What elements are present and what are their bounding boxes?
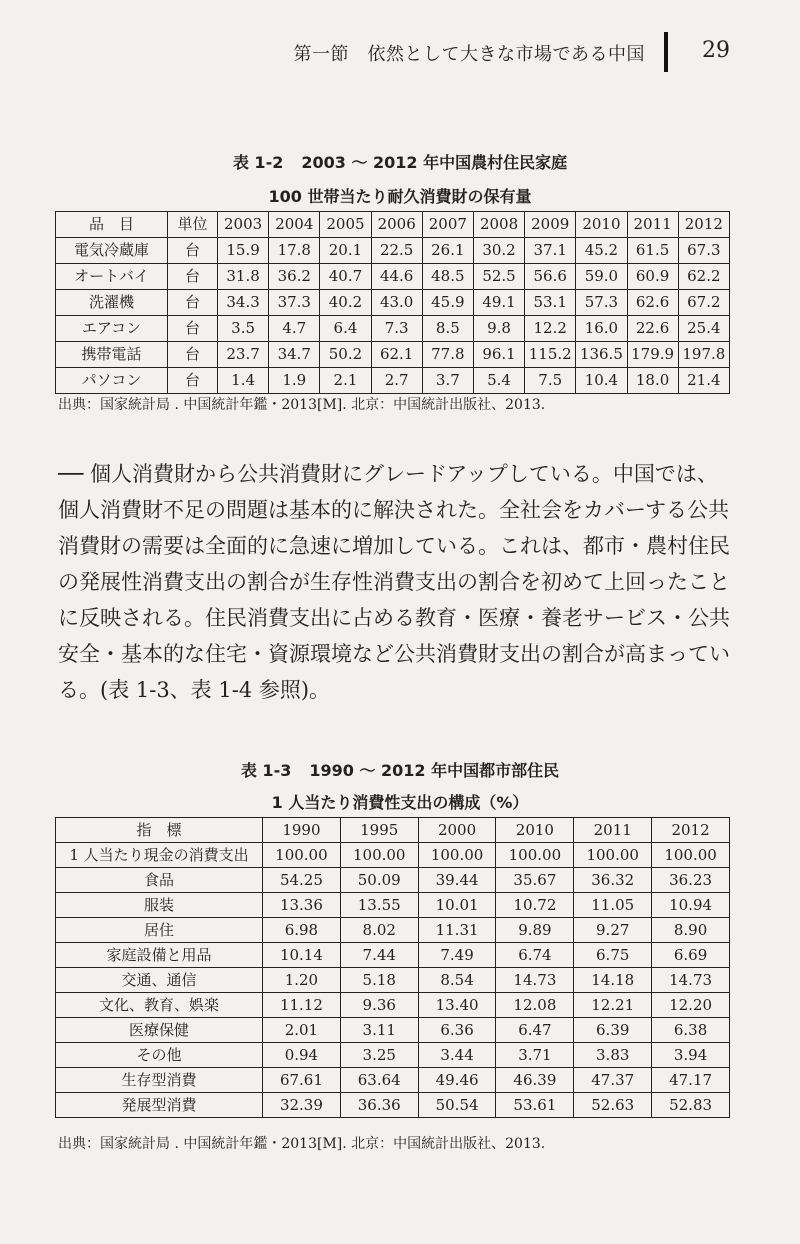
table-cell: 1.4 — [218, 368, 269, 394]
table-1-2-source: 出典：国家統計局 . 中国統計年鑑・2013[M]. 北京：中国統計出版社、2013. — [58, 397, 546, 413]
table-cell: 14.73 — [652, 968, 730, 993]
table-cell: 32.39 — [263, 1093, 341, 1118]
column-header: 品 目 — [56, 212, 168, 238]
table-cell: 2.01 — [263, 1018, 341, 1043]
row-label: その他 — [56, 1043, 263, 1068]
row-label: 1 人当たり現金の消費支出 — [56, 843, 263, 868]
table-cell: 115.2 — [525, 342, 576, 368]
table-cell: 77.8 — [422, 342, 473, 368]
column-header: 2008 — [473, 212, 524, 238]
row-label: 居住 — [56, 918, 263, 943]
table-1-3-title-text: 1990 〜 2012 年中国都市部住民 — [309, 761, 560, 780]
table-cell: 62.6 — [627, 290, 678, 316]
row-label: 携帯電話 — [56, 342, 168, 368]
table-cell: 2.7 — [371, 368, 422, 394]
table-cell: 30.2 — [473, 238, 524, 264]
table-cell: 6.47 — [496, 1018, 574, 1043]
table-cell: 16.0 — [576, 316, 627, 342]
table-cell: 100.00 — [496, 843, 574, 868]
table-row — [56, 1043, 730, 1068]
table-cell: 54.25 — [263, 868, 341, 893]
column-header: 2005 — [320, 212, 371, 238]
table-cell: 179.9 — [627, 342, 678, 368]
column-header: 2012 — [652, 818, 730, 843]
table-cell: 40.7 — [320, 264, 371, 290]
table-cell: 22.6 — [627, 316, 678, 342]
table-cell: 36.36 — [340, 1093, 418, 1118]
table-cell: 9.89 — [496, 918, 574, 943]
table-cell: 49.46 — [418, 1068, 496, 1093]
table-row — [56, 968, 730, 993]
table-cell: 1.9 — [269, 368, 320, 394]
table-1-3-header-row — [56, 818, 730, 843]
table-cell: 61.5 — [627, 238, 678, 264]
table-row — [56, 993, 730, 1018]
table-cell: 6.38 — [652, 1018, 730, 1043]
body-paragraph-text: ── 個人消費財から公共消費財にグレードアップしている。中国では、個人消費財不足の問題は基本的に解決された。全社会をカバーする公共消費財の需要は全面的に急速に増加している。これは、都市・農村住民の発展性消費支出の割合が生存性消費支出の割合を初めて上回ったことに反映される。住民消費支出に占める教育・医療・養老サービス・公共安全・基本的な住宅・資源環境など公共消費財支出の割合が高まっている。(表 1-3、表 1-4 参照)。 — [58, 462, 730, 702]
table-cell: 17.8 — [269, 238, 320, 264]
table-cell: 2.1 — [320, 368, 371, 394]
table-cell: 47.17 — [652, 1068, 730, 1093]
table-cell: 4.7 — [269, 316, 320, 342]
table-cell: 台 — [168, 264, 218, 290]
page-number: 29 — [702, 38, 730, 63]
table-cell: 52.83 — [652, 1093, 730, 1118]
table-cell: 15.9 — [218, 238, 269, 264]
column-header: 2003 — [218, 212, 269, 238]
table-cell: 100.00 — [418, 843, 496, 868]
column-header: 単位 — [168, 212, 218, 238]
table-row — [56, 843, 730, 868]
table-cell: 67.3 — [678, 238, 729, 264]
table-cell: 1.20 — [263, 968, 341, 993]
table-cell: 48.5 — [422, 264, 473, 290]
table-cell: 36.23 — [652, 868, 730, 893]
table-cell: 10.4 — [576, 368, 627, 394]
table-cell: 9.27 — [574, 918, 652, 943]
table-cell: 13.36 — [263, 893, 341, 918]
table-cell: 13.40 — [418, 993, 496, 1018]
table-cell: 6.36 — [418, 1018, 496, 1043]
table-1-3 — [55, 817, 730, 1118]
table-cell: 45.2 — [576, 238, 627, 264]
body-paragraph — [58, 456, 738, 708]
table-cell: 0.94 — [263, 1043, 341, 1068]
row-label: パソコン — [56, 368, 168, 394]
section-title: 第一節 依然として大きな市場である中国 — [293, 44, 645, 65]
table-cell: 3.11 — [340, 1018, 418, 1043]
table-cell: 37.3 — [269, 290, 320, 316]
column-header: 2011 — [574, 818, 652, 843]
row-label: 服装 — [56, 893, 263, 918]
table-cell: 6.39 — [574, 1018, 652, 1043]
row-label: 家庭設備と用品 — [56, 943, 263, 968]
table-cell: 6.74 — [496, 943, 574, 968]
table-cell: 10.72 — [496, 893, 574, 918]
table-cell: 67.61 — [263, 1068, 341, 1093]
row-label: 電気冷蔵庫 — [56, 238, 168, 264]
table-cell: 10.94 — [652, 893, 730, 918]
table-cell: 9.8 — [473, 316, 524, 342]
table-cell: 53.1 — [525, 290, 576, 316]
table-cell: 22.5 — [371, 238, 422, 264]
table-cell: 100.00 — [340, 843, 418, 868]
table-cell: 台 — [168, 290, 218, 316]
row-label: 医療保健 — [56, 1018, 263, 1043]
table-cell: 136.5 — [576, 342, 627, 368]
row-label: 生存型消費 — [56, 1068, 263, 1093]
table-cell: 67.2 — [678, 290, 729, 316]
table-row — [56, 943, 730, 968]
column-header: 2007 — [422, 212, 473, 238]
table-cell: 9.36 — [340, 993, 418, 1018]
table-row — [56, 368, 730, 394]
table-cell: 26.1 — [422, 238, 473, 264]
header-divider — [664, 32, 668, 72]
column-header: 1990 — [263, 818, 341, 843]
table-cell: 39.44 — [418, 868, 496, 893]
table-cell: 44.6 — [371, 264, 422, 290]
table-cell: 8.5 — [422, 316, 473, 342]
column-header: 2006 — [371, 212, 422, 238]
table-cell: 56.6 — [525, 264, 576, 290]
table-cell: 40.2 — [320, 290, 371, 316]
table-cell: 23.7 — [218, 342, 269, 368]
table-cell: 3.7 — [422, 368, 473, 394]
table-cell: 6.4 — [320, 316, 371, 342]
table-1-3-label: 表 1-3 — [240, 761, 292, 780]
table-cell: 52.5 — [473, 264, 524, 290]
table-1-2-subtitle: 100 世帯当たり耐久消費財の保有量 — [268, 187, 532, 206]
row-label: 食品 — [56, 868, 263, 893]
row-label: 交通、通信 — [56, 968, 263, 993]
table-row — [56, 1093, 730, 1118]
table-cell: 3.44 — [418, 1043, 496, 1068]
table-cell: 21.4 — [678, 368, 729, 394]
table-cell: 35.67 — [496, 868, 574, 893]
table-row — [56, 918, 730, 943]
table-cell: 13.55 — [340, 893, 418, 918]
row-label: オートバイ — [56, 264, 168, 290]
table-cell: 63.64 — [340, 1068, 418, 1093]
table-1-3-title — [0, 758, 800, 781]
column-header: 2009 — [525, 212, 576, 238]
table-1-2-title — [0, 150, 800, 173]
table-cell: 3.94 — [652, 1043, 730, 1068]
table-cell: 台 — [168, 316, 218, 342]
table-cell: 50.2 — [320, 342, 371, 368]
column-header: 1995 — [340, 818, 418, 843]
table-cell: 37.1 — [525, 238, 576, 264]
table-1-2-body — [56, 238, 730, 394]
table-cell: 3.71 — [496, 1043, 574, 1068]
table-cell: 100.00 — [574, 843, 652, 868]
table-cell: 34.3 — [218, 290, 269, 316]
table-row — [56, 316, 730, 342]
column-header: 2004 — [269, 212, 320, 238]
table-cell: 197.8 — [678, 342, 729, 368]
table-cell: 12.08 — [496, 993, 574, 1018]
table-cell: 100.00 — [652, 843, 730, 868]
table-cell: 7.3 — [371, 316, 422, 342]
table-1-3-source: 出典：国家統計局 . 中国統計年鑑・2013[M]. 北京：中国統計出版社、2013. — [58, 1136, 546, 1152]
table-cell: 96.1 — [473, 342, 524, 368]
column-header: 2011 — [627, 212, 678, 238]
row-label: 文化、教育、娯楽 — [56, 993, 263, 1018]
table-cell: 43.0 — [371, 290, 422, 316]
table-cell: 36.32 — [574, 868, 652, 893]
column-header: 2010 — [496, 818, 574, 843]
table-cell: 50.54 — [418, 1093, 496, 1118]
table-row — [56, 342, 730, 368]
table-cell: 20.1 — [320, 238, 371, 264]
table-cell: 11.31 — [418, 918, 496, 943]
table-cell: 8.02 — [340, 918, 418, 943]
table-cell: 3.25 — [340, 1043, 418, 1068]
table-row — [56, 238, 730, 264]
table-row — [56, 264, 730, 290]
row-label: 発展型消費 — [56, 1093, 263, 1118]
table-cell: 34.7 — [269, 342, 320, 368]
table-cell: 60.9 — [627, 264, 678, 290]
row-label: 洗濯機 — [56, 290, 168, 316]
table-row — [56, 1018, 730, 1043]
table-cell: 6.69 — [652, 943, 730, 968]
table-cell: 11.05 — [574, 893, 652, 918]
column-header: 指 標 — [56, 818, 263, 843]
table-cell: 8.54 — [418, 968, 496, 993]
table-cell: 46.39 — [496, 1068, 574, 1093]
table-row — [56, 290, 730, 316]
table-1-3-subtitle: 1 人当たり消費性支出の構成（%） — [271, 793, 529, 812]
table-cell: 50.09 — [340, 868, 418, 893]
table-row — [56, 893, 730, 918]
table-cell: 10.14 — [263, 943, 341, 968]
table-1-2-title-text: 2003 〜 2012 年中国農村住民家庭 — [301, 153, 568, 172]
running-header — [0, 38, 800, 78]
table-cell: 8.90 — [652, 918, 730, 943]
table-cell: 49.1 — [473, 290, 524, 316]
table-cell: 47.37 — [574, 1068, 652, 1093]
table-cell: 5.18 — [340, 968, 418, 993]
table-1-2-header-row — [56, 212, 730, 238]
table-cell: 3.83 — [574, 1043, 652, 1068]
table-cell: 台 — [168, 238, 218, 264]
table-1-2 — [55, 211, 730, 394]
table-cell: 12.20 — [652, 993, 730, 1018]
table-cell: 18.0 — [627, 368, 678, 394]
column-header: 2010 — [576, 212, 627, 238]
table-row — [56, 868, 730, 893]
table-cell: 7.49 — [418, 943, 496, 968]
table-cell: 100.00 — [263, 843, 341, 868]
table-cell: 25.4 — [678, 316, 729, 342]
table-cell: 7.44 — [340, 943, 418, 968]
table-cell: 31.8 — [218, 264, 269, 290]
table-cell: 台 — [168, 342, 218, 368]
table-cell: 3.5 — [218, 316, 269, 342]
table-cell: 52.63 — [574, 1093, 652, 1118]
table-cell: 12.2 — [525, 316, 576, 342]
table-row — [56, 1068, 730, 1093]
table-cell: 10.01 — [418, 893, 496, 918]
table-cell: 45.9 — [422, 290, 473, 316]
table-cell: 7.5 — [525, 368, 576, 394]
table-cell: 57.3 — [576, 290, 627, 316]
column-header: 2000 — [418, 818, 496, 843]
table-cell: 11.12 — [263, 993, 341, 1018]
table-cell: 53.61 — [496, 1093, 574, 1118]
table-cell: 台 — [168, 368, 218, 394]
table-cell: 14.18 — [574, 968, 652, 993]
table-cell: 62.2 — [678, 264, 729, 290]
table-cell: 36.2 — [269, 264, 320, 290]
table-1-3-body — [56, 843, 730, 1118]
row-label: エアコン — [56, 316, 168, 342]
table-cell: 6.75 — [574, 943, 652, 968]
table-cell: 5.4 — [473, 368, 524, 394]
table-cell: 62.1 — [371, 342, 422, 368]
table-cell: 14.73 — [496, 968, 574, 993]
table-1-2-label: 表 1-2 — [232, 153, 284, 172]
table-cell: 59.0 — [576, 264, 627, 290]
table-cell: 6.98 — [263, 918, 341, 943]
column-header: 2012 — [678, 212, 729, 238]
table-cell: 12.21 — [574, 993, 652, 1018]
